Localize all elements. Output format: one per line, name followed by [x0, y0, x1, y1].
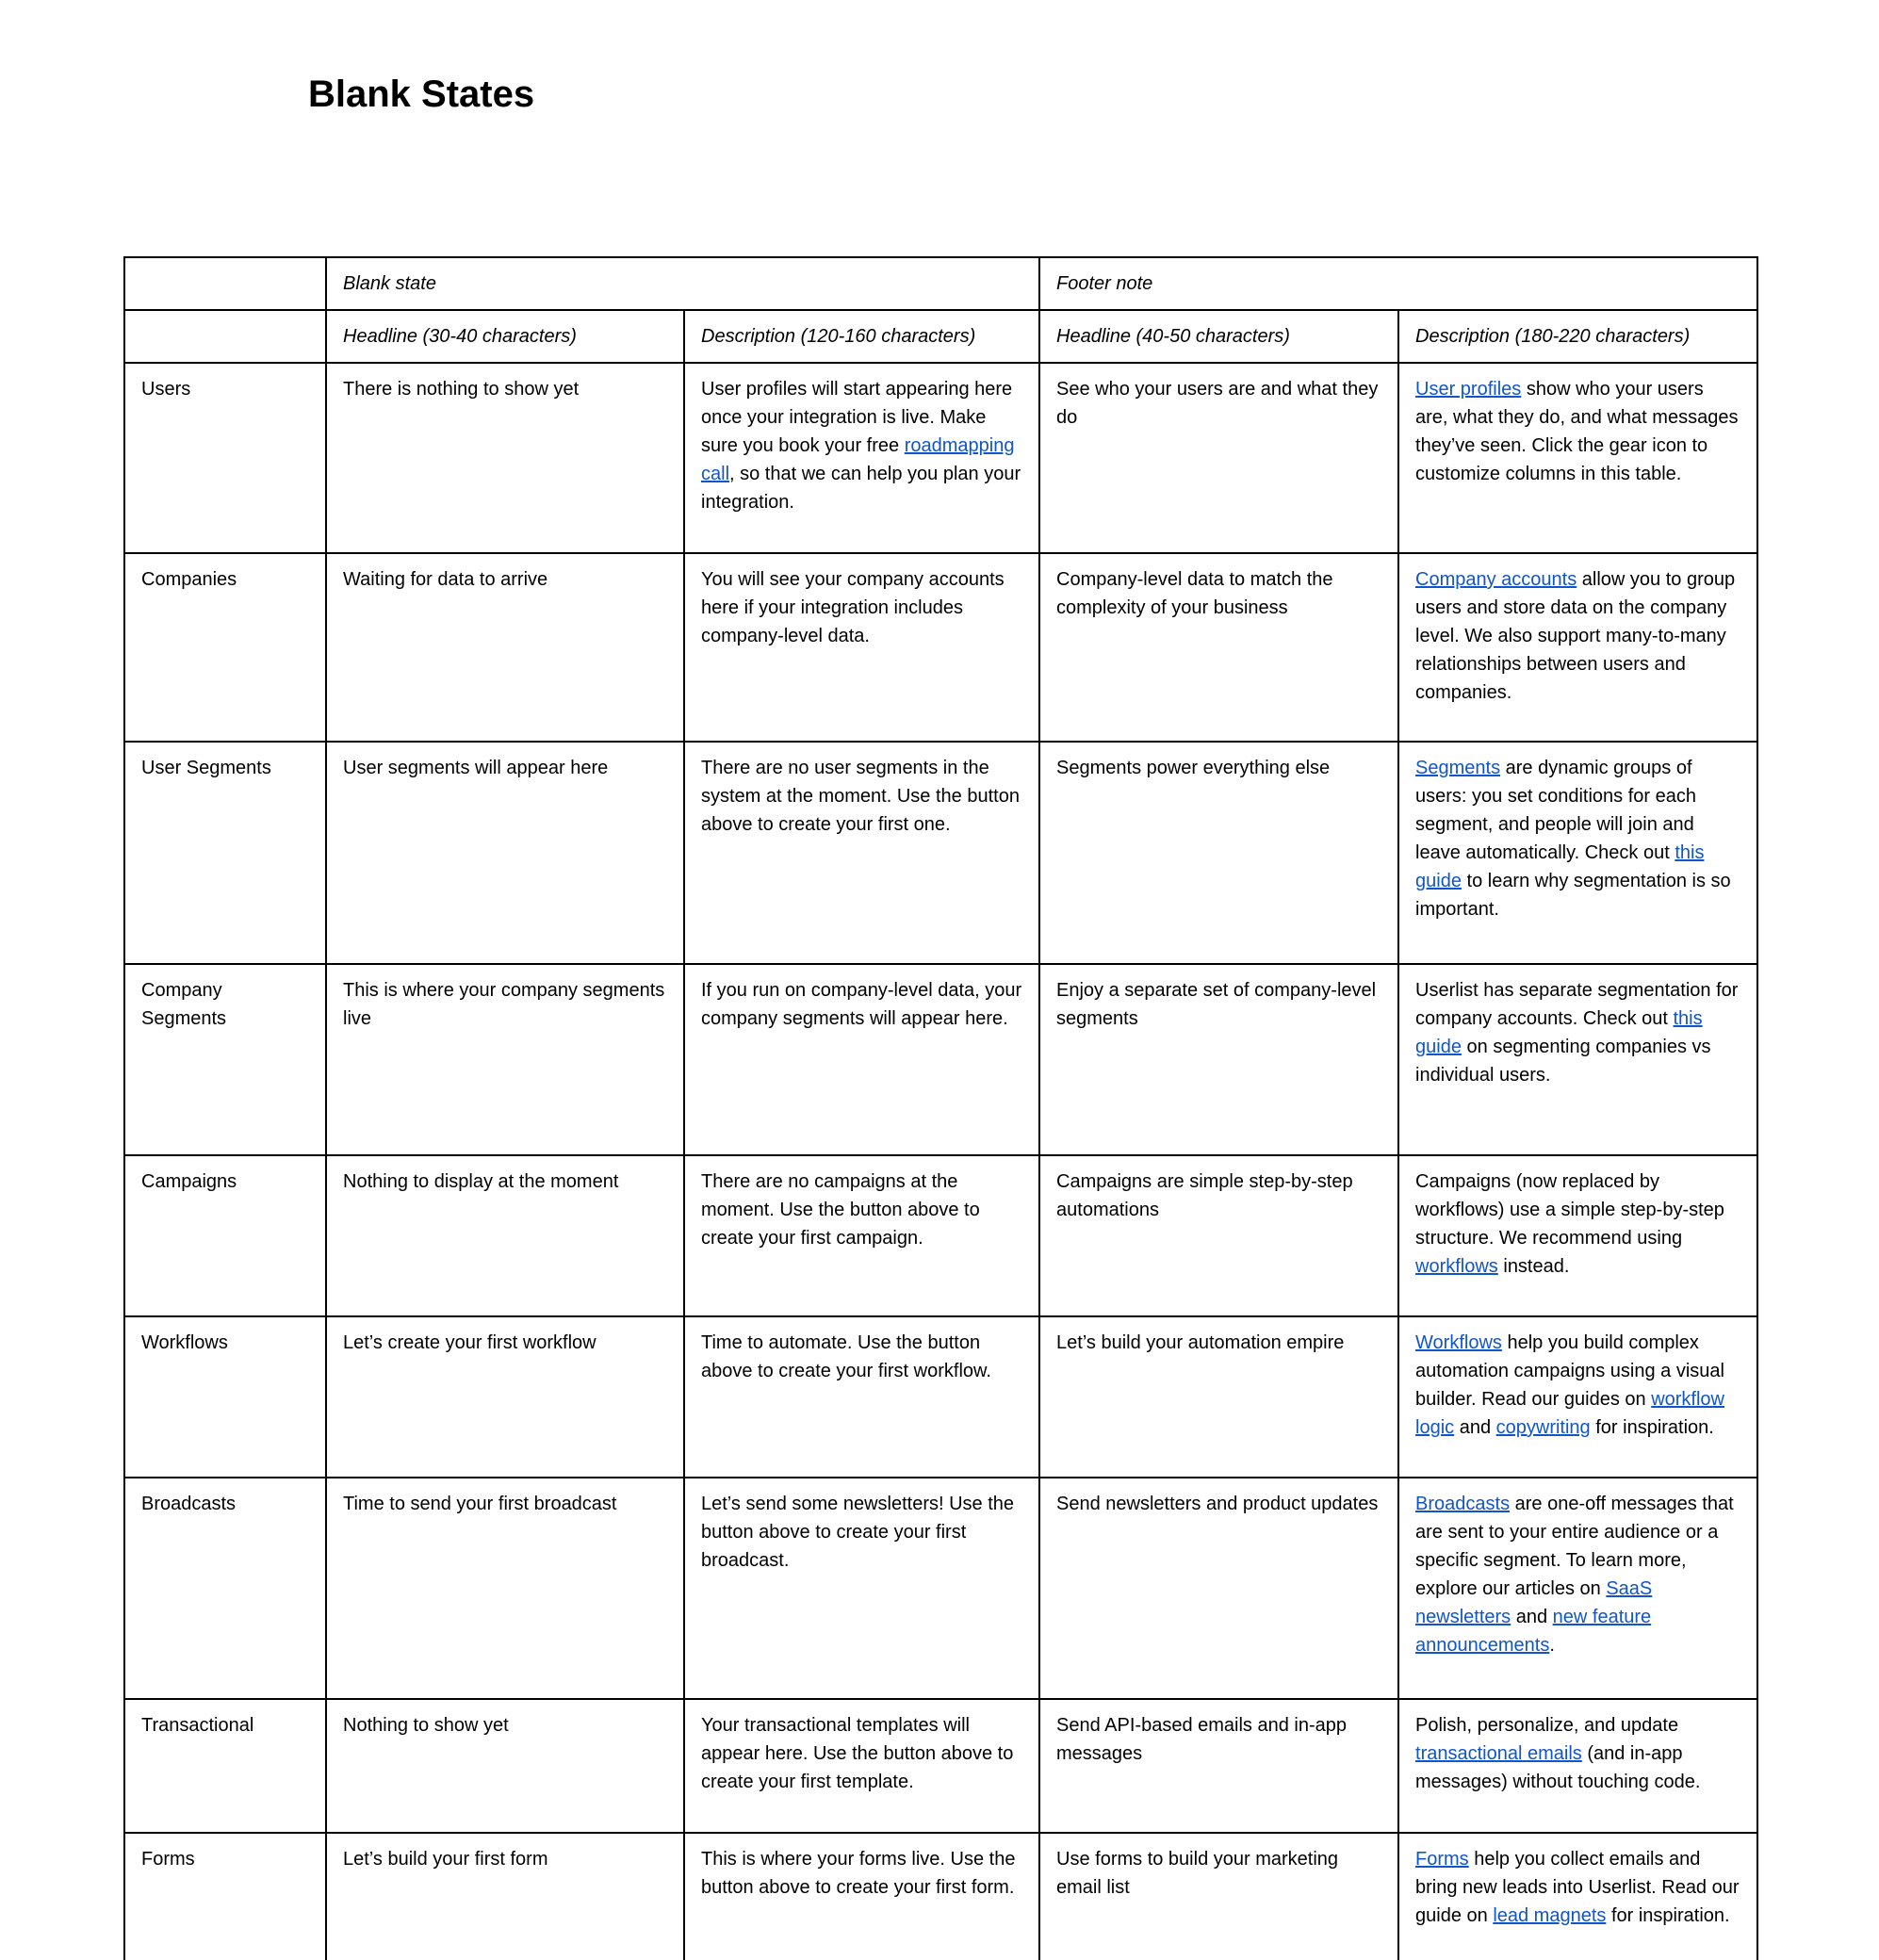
inline-link[interactable]: transactional emails [1415, 1743, 1582, 1764]
row-label-cell: Broadcasts [124, 1478, 326, 1699]
table-header [124, 257, 1757, 363]
cell-text: (and in-app messages) without touching code. [1415, 1743, 1701, 1792]
header-group-row [124, 257, 1757, 310]
inline-link[interactable]: roadmapping call [701, 435, 1015, 484]
table-row [124, 363, 1757, 553]
row-label-cell: Companies [124, 553, 326, 742]
cell-text: This is where your forms live. Use the button above to create your first form. [701, 1849, 1016, 1898]
column-header-blank-state-headline: Headline (30-40 characters) [326, 310, 684, 363]
cell-text: to learn why segmentation is so important. [1415, 871, 1731, 920]
column-group-footer-note: Footer note [1039, 257, 1757, 310]
inline-link[interactable]: copywriting [1495, 1417, 1591, 1438]
table-row [124, 553, 1757, 742]
document-title: Blank States [308, 74, 535, 115]
inline-link[interactable]: Segments [1415, 758, 1501, 778]
cell-text: If you run on company-level data, your company segments will appear here. [701, 980, 1022, 1029]
footer-headline-cell: See who your users are and what they do [1039, 363, 1398, 553]
footer-headline-cell: Let’s build your automation empire [1039, 1316, 1398, 1478]
row-label-cell: Workflows [124, 1316, 326, 1478]
cell-text: Polish, personalize, and update [1415, 1715, 1679, 1736]
inline-link[interactable]: this guide [1415, 842, 1705, 891]
footer-description-cell [1398, 363, 1757, 553]
blank-state-headline-cell: There is nothing to show yet [326, 363, 684, 553]
table-row [124, 964, 1757, 1155]
blank-state-description-cell [684, 553, 1039, 742]
table-row [124, 1316, 1757, 1478]
row-label-cell: Company Segments [124, 964, 326, 1155]
inline-link[interactable]: workflows [1415, 1256, 1498, 1277]
table-row [124, 1699, 1757, 1833]
inline-link[interactable]: SaaS newsletters [1415, 1578, 1653, 1627]
cell-text: There are no user segments in the system at the moment. Use the button above to create your first one. [701, 758, 1020, 835]
blank-state-headline-cell: This is where your company segments live [326, 964, 684, 1155]
cell-text: for inspiration. [1590, 1417, 1714, 1438]
inline-link[interactable]: Broadcasts [1415, 1494, 1511, 1514]
footer-description-cell [1398, 1699, 1757, 1833]
inline-link[interactable]: Company accounts [1415, 569, 1577, 590]
cell-text: for inspiration. [1606, 1905, 1730, 1926]
blank-state-headline-cell: User segments will appear here [326, 742, 684, 964]
cell-text: There are no campaigns at the moment. Use the button above to create your first campaign. [701, 1171, 980, 1249]
blank-state-description-cell [684, 363, 1039, 553]
footer-description-cell [1398, 742, 1757, 964]
inline-link[interactable]: Workflows [1415, 1332, 1502, 1353]
cell-text: and [1511, 1607, 1553, 1627]
row-label-cell: User Segments [124, 742, 326, 964]
cell-text: are dynamic groups of users: you set conditions for each segment, and people will join and leave automatically. Check out [1415, 758, 1696, 863]
cell-text: on segmenting companies vs individual users. [1415, 1037, 1711, 1086]
footer-description-cell [1398, 964, 1757, 1155]
row-label-cell: Forms [124, 1833, 326, 1960]
cell-text: User profiles will start appearing here once your integration is live. Make sure you book your free [701, 379, 1013, 456]
cell-text: Let’s send some newsletters! Use the button above to create your first broadcast. [701, 1494, 1015, 1571]
blank-state-description-cell [684, 1478, 1039, 1699]
cell-text: Time to automate. Use the button above to create your first workflow. [701, 1332, 991, 1381]
footer-headline-cell: Enjoy a separate set of company-level segments [1039, 964, 1398, 1155]
inline-link[interactable]: User profiles [1415, 379, 1522, 400]
column-header-footer-description: Description (180-220 characters) [1398, 310, 1757, 363]
cell-text: Userlist has separate segmentation for company accounts. Check out [1415, 980, 1739, 1029]
cell-text: help you collect emails and bring new leads into Userlist. Read our guide on [1415, 1849, 1740, 1926]
footer-headline-cell: Segments power everything else [1039, 742, 1398, 964]
header-columns-row [124, 310, 1757, 363]
row-label-cell: Campaigns [124, 1155, 326, 1316]
cell-text: , so that we can help you plan your integration. [701, 464, 1021, 513]
column-header-footer-headline: Headline (40-50 characters) [1039, 310, 1398, 363]
blank-state-headline-cell: Time to send your first broadcast [326, 1478, 684, 1699]
blank-state-headline-cell: Nothing to show yet [326, 1699, 684, 1833]
footer-description-cell [1398, 1833, 1757, 1960]
blank-state-description-cell [684, 1316, 1039, 1478]
footer-headline-cell: Company-level data to match the complexity of your business [1039, 553, 1398, 742]
corner-cell [124, 310, 326, 363]
inline-link[interactable]: new feature announcements [1415, 1607, 1652, 1656]
cell-text: are one-off messages that are sent to your entire audience or a specific segment. To learn more, explore our articles on [1415, 1494, 1734, 1599]
footer-headline-cell: Send newsletters and product updates [1039, 1478, 1398, 1699]
footer-description-cell [1398, 1316, 1757, 1478]
footer-description-cell [1398, 553, 1757, 742]
footer-description-cell [1398, 1155, 1757, 1316]
cell-text: Your transactional templates will appear here. Use the button above to create your first template. [701, 1715, 1014, 1792]
footer-headline-cell: Use forms to build your marketing email list [1039, 1833, 1398, 1960]
inline-link[interactable]: Forms [1415, 1849, 1469, 1870]
cell-text: You will see your company accounts here if your integration includes company-level data. [701, 569, 1005, 646]
blank-state-headline-cell: Let’s build your first form [326, 1833, 684, 1960]
blank-state-description-cell [684, 964, 1039, 1155]
blank-state-headline-cell: Waiting for data to arrive [326, 553, 684, 742]
inline-link[interactable]: this guide [1415, 1008, 1703, 1057]
cell-text: help you build complex automation campaigns using a visual builder. Read our guides on [1415, 1332, 1724, 1410]
row-label-cell: Transactional [124, 1699, 326, 1833]
inline-link[interactable]: lead magnets [1493, 1905, 1607, 1926]
blank-state-headline-cell: Let’s create your first workflow [326, 1316, 684, 1478]
blank-state-description-cell [684, 742, 1039, 964]
cell-text: . [1549, 1635, 1555, 1656]
table-row [124, 742, 1757, 964]
column-header-blank-state-description: Description (120-160 characters) [684, 310, 1039, 363]
inline-link[interactable]: workflow logic [1415, 1389, 1724, 1438]
blank-state-description-cell [684, 1155, 1039, 1316]
cell-text: Campaigns (now replaced by workflows) use a simple step-by-step structure. We recommend using [1415, 1171, 1724, 1249]
cell-text: allow you to group users and store data on the company level. We also support many-to-many relationships between users and companies. [1415, 569, 1736, 703]
table-body [124, 363, 1757, 1960]
blank-states-table [123, 256, 1758, 1960]
table-row [124, 1155, 1757, 1316]
blank-state-description-cell [684, 1833, 1039, 1960]
row-label-cell: Users [124, 363, 326, 553]
table-row [124, 1478, 1757, 1699]
blank-state-headline-cell: Nothing to display at the moment [326, 1155, 684, 1316]
cell-text: instead. [1497, 1256, 1570, 1277]
blank-state-description-cell [684, 1699, 1039, 1833]
footer-headline-cell: Campaigns are simple step-by-step automations [1039, 1155, 1398, 1316]
table-row [124, 1833, 1757, 1960]
footer-headline-cell: Send API-based emails and in-app messages [1039, 1699, 1398, 1833]
footer-description-cell [1398, 1478, 1757, 1699]
cell-text: and [1454, 1417, 1496, 1438]
cell-text: show who your users are, what they do, and what messages they’ve seen. Click the gear icon to customize columns in this table. [1415, 379, 1739, 484]
column-group-blank-state: Blank state [326, 257, 1039, 310]
corner-cell [124, 257, 326, 310]
